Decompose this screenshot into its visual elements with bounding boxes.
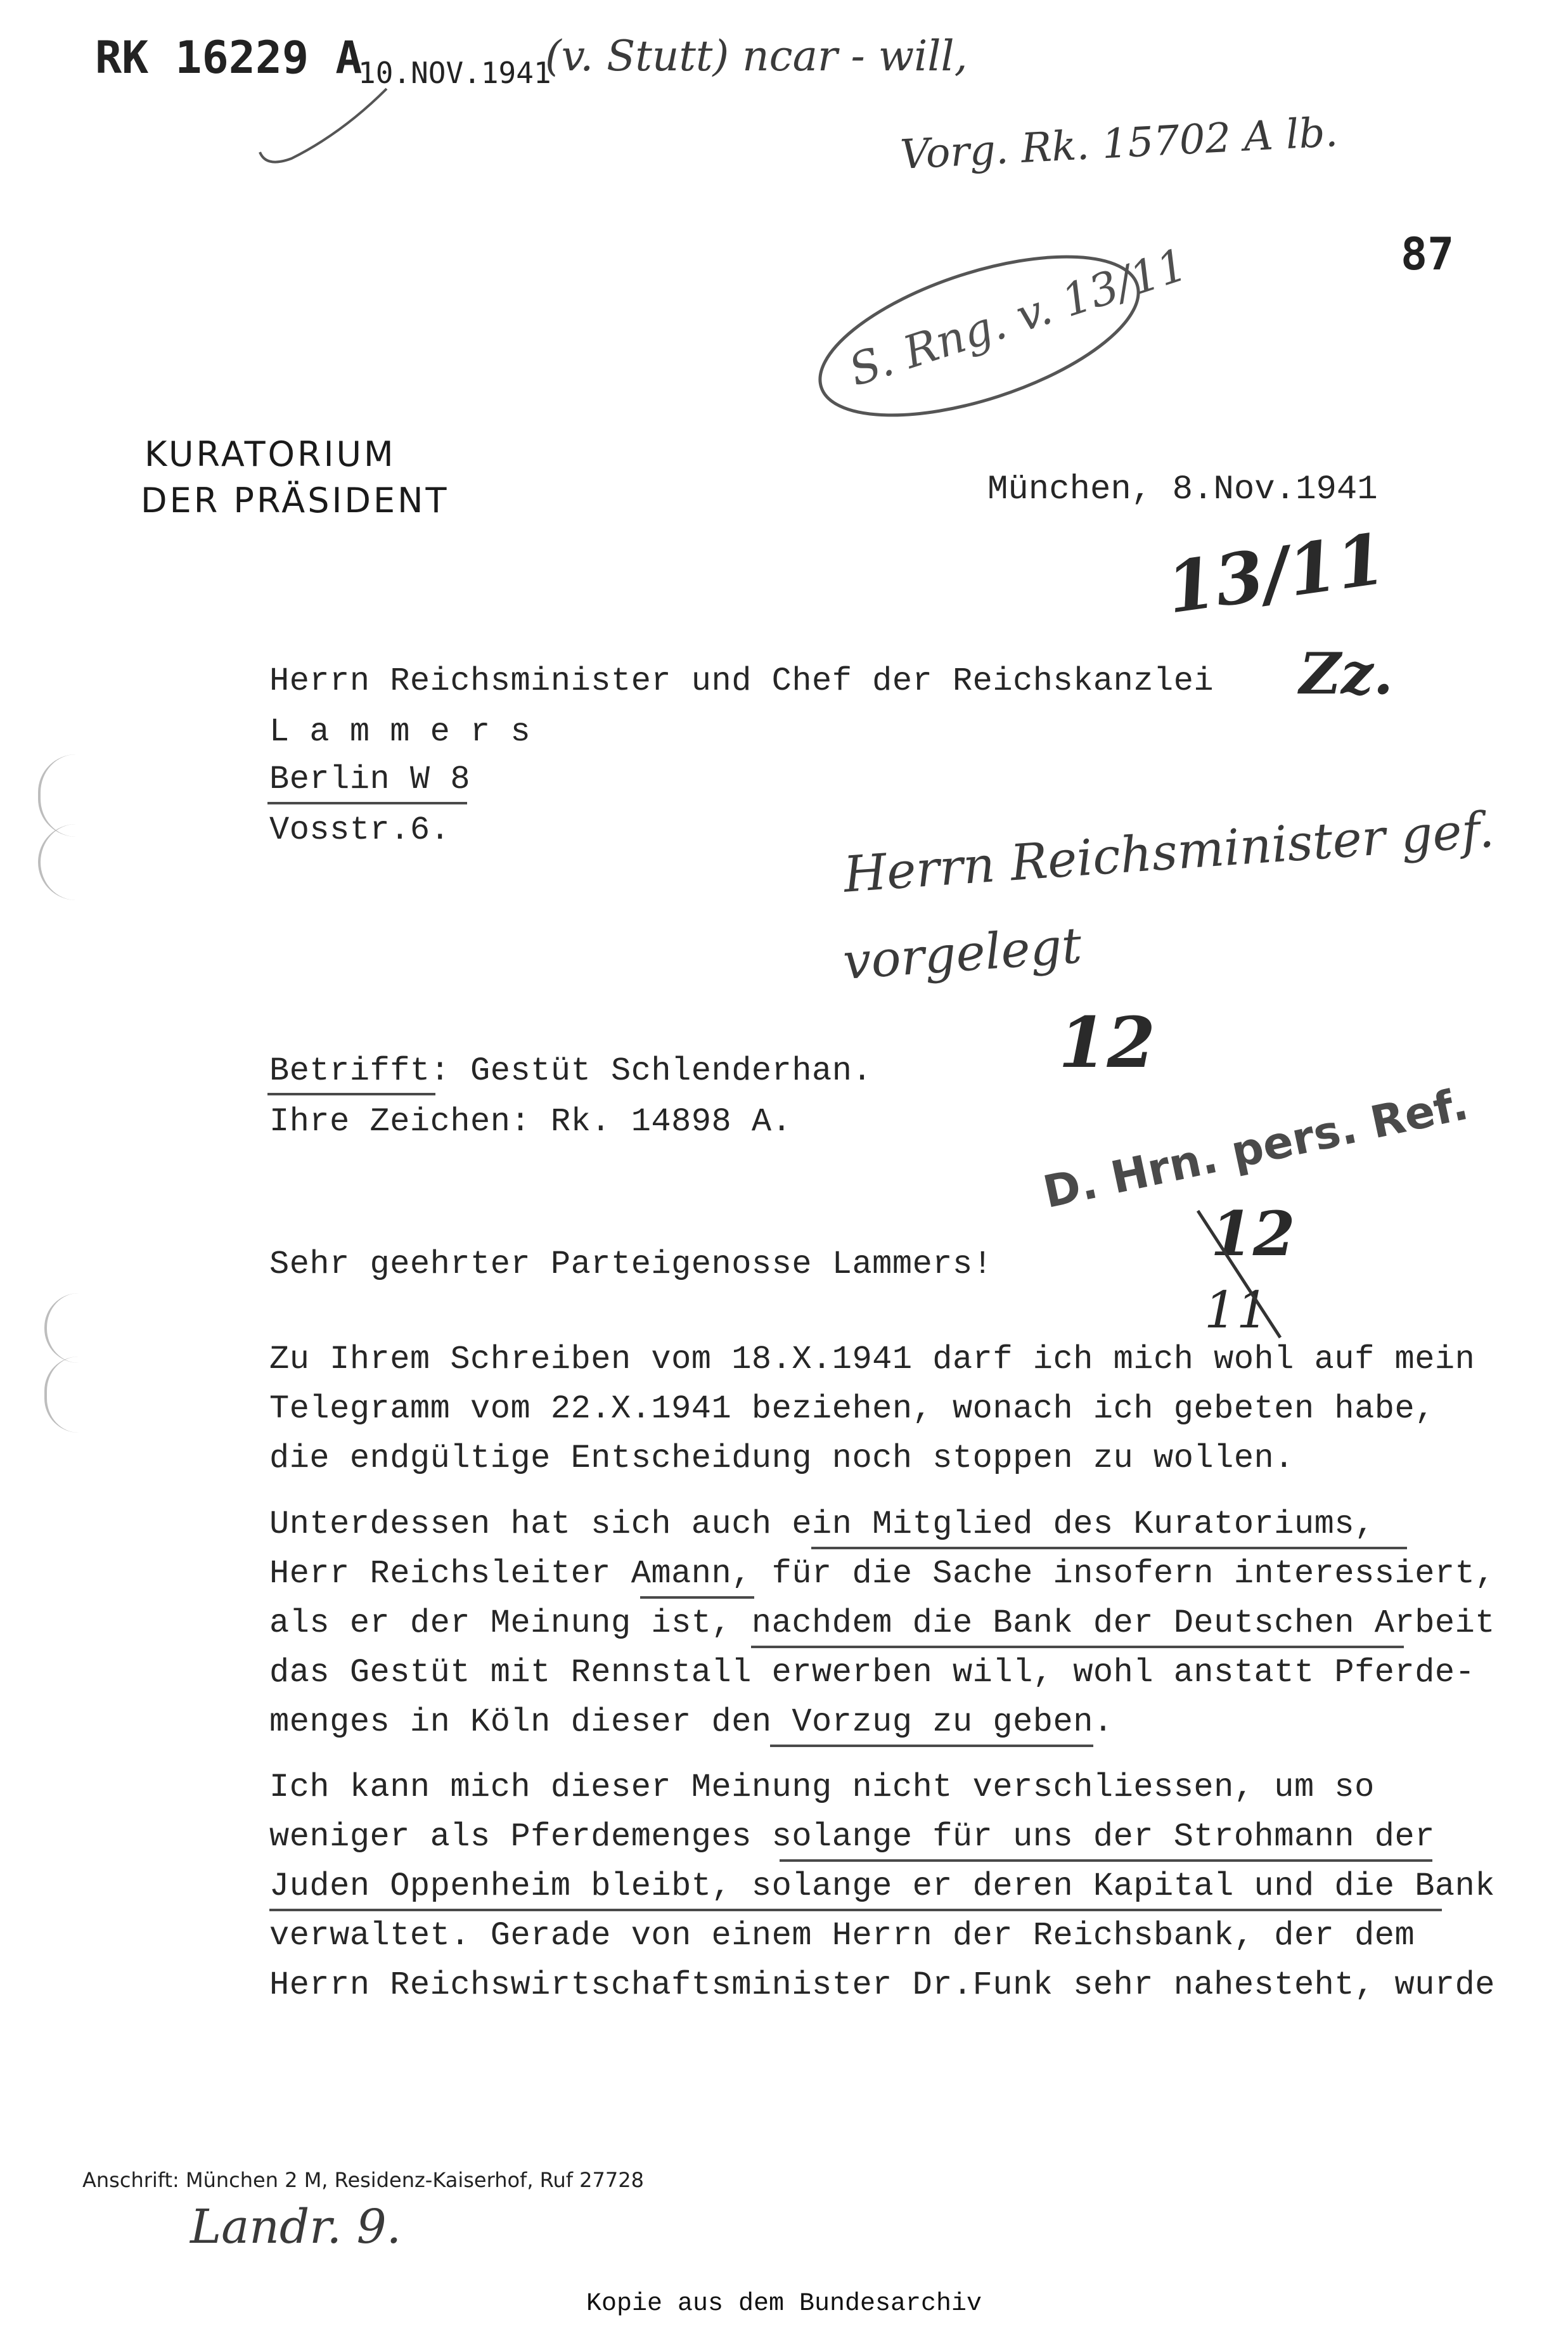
paragraph2-line1: Unterdessen hat sich auch ein Mitglied des Kuratoriums,: [269, 1506, 1375, 1543]
paragraph2-line5: menges in Köln dieser den Vorzug zu geben.: [269, 1703, 1114, 1741]
handwritten-initials-3: 12: [1058, 1002, 1156, 1083]
recipient-city: Berlin W 8: [269, 761, 471, 798]
paragraph2-line2: Herr Reichsleiter Amann, für die Sache insofern interessiert,: [269, 1555, 1496, 1592]
letterhead-line2: DER PRÄSIDENT: [141, 481, 449, 520]
oval-stamp-text: S. Rng. v. 13/11: [842, 238, 1193, 397]
handwritten-initials-5: 11: [1204, 1281, 1269, 1339]
receipt-stamp: D. Hrn. pers. Ref.: [1038, 1077, 1473, 1219]
page-number: 87: [1401, 228, 1455, 280]
handwritten-stroke: [254, 82, 393, 171]
margin-mark-2: [38, 824, 79, 900]
handwritten-top-note: (v. Stutt) ncar - will,: [545, 32, 968, 81]
handwritten-prior-reference: Vorg. Rk. 15702 A lb.: [899, 108, 1339, 179]
underline-juden: [269, 1909, 1442, 1911]
handwritten-margin-note-line2: vorgelegt: [841, 917, 1084, 991]
letterhead-line1: KURATORIUM: [145, 434, 396, 474]
paragraph1-line2: Telegramm vom 22.X.1941 beziehen, wonach ich gebeten habe,: [269, 1390, 1435, 1428]
subject-line2: Ihre Zeichen: Rk. 14898 A.: [269, 1103, 792, 1140]
registry-date: 10.NOV.1941: [358, 56, 551, 90]
recipient-street: Vosstr.6.: [269, 811, 451, 849]
paragraph1-line1: Zu Ihrem Schreiben vom 18.X.1941 darf ich mich wohl auf mein: [269, 1341, 1475, 1378]
handwritten-initials-1: 13/11: [1161, 517, 1391, 629]
underline-vorzug: [770, 1745, 1093, 1747]
paragraph2-line3: als er der Meinung ist, nachdem die Bank der Deutschen Arbeit: [269, 1604, 1496, 1642]
paragraph3-line2: weniger als Pferdemenges solange für uns der Strohmann der: [269, 1818, 1435, 1855]
underline-amann: [640, 1596, 754, 1599]
recipient-city-underline: [267, 802, 467, 804]
archive-caption-band: [0, 2282, 1568, 2329]
registry-stamp: RK 16229 A: [95, 32, 363, 84]
paragraph3-line1: Ich kann mich dieser Meinung nicht verschliessen, um so: [269, 1769, 1375, 1806]
margin-mark-4: [44, 1357, 79, 1433]
archive-caption: Kopie aus dem Bundesarchiv: [586, 2290, 982, 2318]
underline-solange: [780, 1859, 1432, 1862]
salutation: Sehr geehrter Parteigenosse Lammers!: [269, 1246, 993, 1283]
recipient-line1: Herrn Reichsminister und Chef der Reichskanzlei: [269, 662, 1214, 700]
recipient-name: L a m m e r s: [269, 713, 531, 751]
paragraph1-line3: die endgültige Entscheidung noch stoppen zu wollen.: [269, 1440, 1294, 1477]
handwritten-initials-2: Zz.: [1299, 640, 1394, 707]
subject-line1: Betrifft: Gestüt Schlenderhan.: [269, 1052, 873, 1090]
underline-bank: [751, 1646, 1404, 1648]
subject-label-underline: [267, 1093, 435, 1095]
underline-kuratorium: [811, 1547, 1407, 1549]
paragraph3-line3: Juden Oppenheim bleibt, solange er deren Kapital und die Bank: [269, 1868, 1496, 1905]
paragraph3-line5: Herrn Reichswirtschaftsminister Dr.Funk sehr nahesteht, wurde: [269, 1966, 1496, 2004]
footer-address: Anschrift: München 2 M, Residenz-Kaiserhof, Ruf 27728: [82, 2168, 644, 2192]
paragraph2-line4: das Gestüt mit Rennstall erwerben will, wohl anstatt Pferde-: [269, 1654, 1475, 1691]
place-date: München, 8.Nov.1941: [987, 470, 1378, 509]
handwritten-margin-note-line1: Herrn Reichsminister gef.: [842, 801, 1496, 904]
handwritten-initials-4: 12: [1211, 1198, 1295, 1270]
oval-stamp: [795, 217, 1193, 455]
paragraph3-line4: verwaltet. Gerade von einem Herrn der Reichsbank, der dem: [269, 1917, 1415, 1954]
margin-mark-3: [44, 1293, 79, 1363]
handwritten-footer-note: Landr. 9.: [190, 2200, 402, 2254]
handwritten-cross-mark: [1185, 1204, 1287, 1350]
